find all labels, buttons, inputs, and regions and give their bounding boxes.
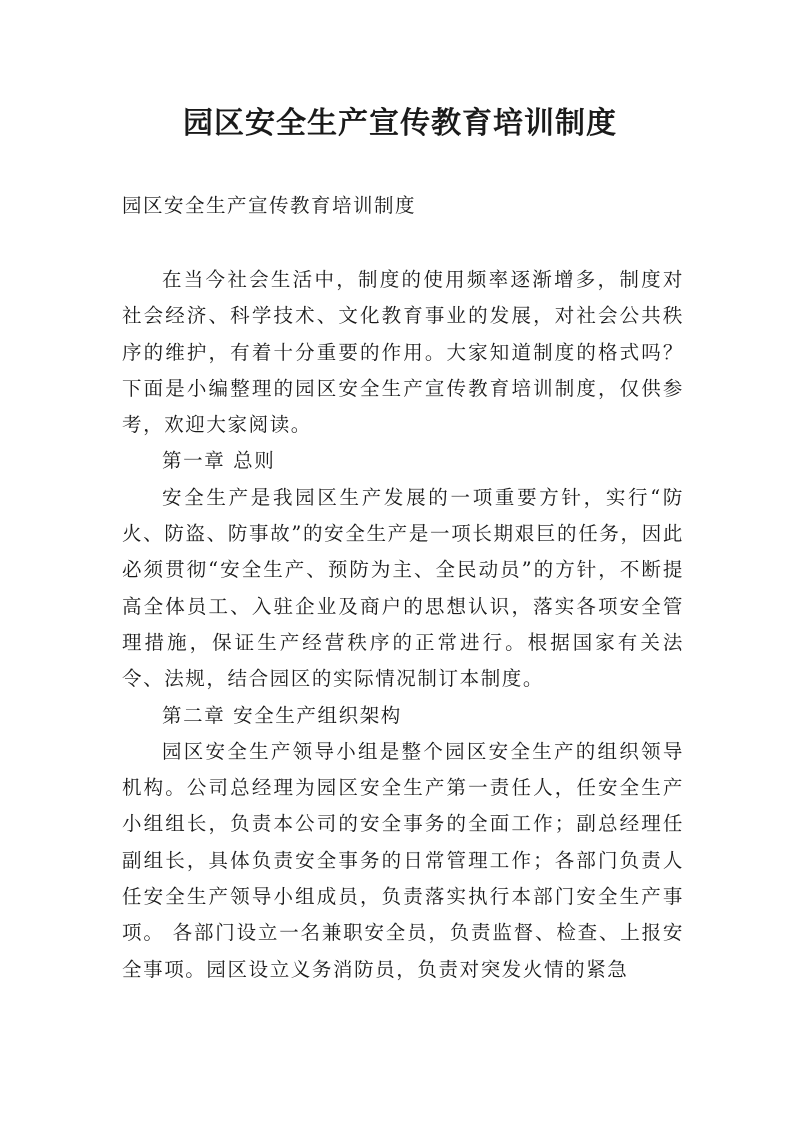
chapter-2-paragraph: 园区安全生产领导小组是整个园区安全生产的组织领导机构。公司总经理为园区安全生产第一责任人，任安全生产小组组长，负责本公司的安全事务的全面工作；副总经理任副组长，具体负责安全事务的日常管理工作；各部门负责人任安全生产领导小组成员，负责落实执行本部门安全生产事项。 各部门设立一名兼职安全员，负责监督、检查、上报安全事项。园区设立义务消防员，负责对突发火情的紧急 — [122, 739, 684, 981]
intro-paragraph: 在当今社会生活中，制度的使用频率逐渐增多，制度对社会经济、科学技术、文化教育事业的发展，对社会公共秩序的维护，有着十分重要的作用。大家知道制度的格式吗？下面是小编整理的园区安全生产宣传教育培训制度，仅供参考，欢迎大家阅读。 — [122, 268, 684, 437]
chapter-2-heading: 第二章 安全生产组织架构 — [162, 703, 402, 727]
chapter-1-heading: 第一章 总则 — [162, 449, 276, 473]
document-title: 园区安全生产宣传教育培训制度 — [183, 106, 617, 141]
document-subtitle: 园区安全生产宣传教育培训制度 — [122, 194, 417, 217]
chapter-1-paragraph: 安全生产是我园区生产发展的一项重要方针，实行“防火、防盗、防事故”的安全生产是一项长期艰巨的任务，因此必须贯彻“安全生产、预防为主、全民动员”的方针，不断提高全体员工、入驻企业及商户的思想认识，落实各项安全管理措施，保证生产经营秩序的正常进行。根据国家有关法令、法规，结合园区的实际情况制订本制度。 — [122, 485, 684, 691]
document-body — [122, 262, 684, 988]
